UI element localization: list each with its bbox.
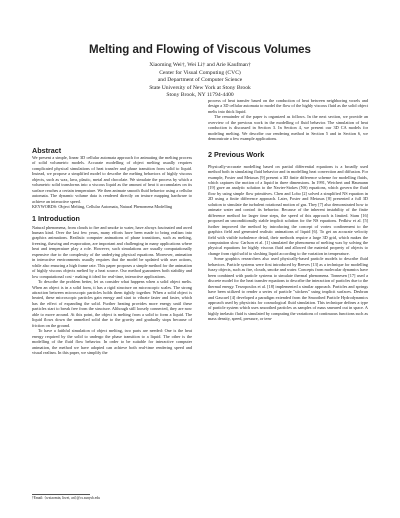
footnote: †Email: {wxiaomin, liwei, ari}@cs.sunysb.edu xyxy=(32,496,100,500)
previous-work-heading: 2 Previous Work xyxy=(208,149,265,159)
introduction-heading: 1 Introduction xyxy=(32,213,80,223)
paper-title: Melting and Flowing of Viscous Volumes xyxy=(89,44,311,56)
footnote-rule xyxy=(32,494,90,495)
abstract-heading: Abstract xyxy=(32,146,62,155)
right-paragraph-4: Some graphics researchers also used physically-based particle models to describe fluid behaviors. Particle systems were first introduced by Reeves [13] as a technique for modelling fuzzy objects, such as fire, clouds, smoke and water. Concepts from molecular dynamics have been combined with particle systems to simulate thermal phenomena. Tonnesen [17] used a discrete model for the heat transfer equations to describe the interaction of particles due to the thermal energy. Terzopoulos et al. [18] implemented a similar approach. Particles and springs have been utilized to render a series of particle "stickers" using implicit surfaces. Desbrun and Gascuel [4] developed a paradigm extended from the Smoothed Particle Hydrodynamics approach used by physicists for cosmological fluid simulation. This technique defines a type of particle system which uses smoothed particles as samples of mass smeared out in space. A highly inelastic fluid is simulated by computing the variations of continuous functions such as mass density, speed, pressure, or tem- xyxy=(208,256,368,322)
right-paragraph-1: process of heat transfer based on the conduction of heat between neighboring voxels and design a 3D cellular automata to model the flow of the highly viscous fluid as the solid object melts into thick liquid. xyxy=(208,98,368,114)
author-university: State University of New York at Stony Brook xyxy=(149,84,251,91)
author-names: Xiaoming Wei†, Wei Li† and Arie Kaufman† xyxy=(149,62,251,68)
intro-paragraph-2: To describe the problem better, let us consider what happens when a solid object melts. When an object is in a solid form, it has a rigid structure on microscopic scales. The strong attraction between microscopic particles holds them tightly together. When a solid object is heated, these microscopic particles gain energy and start to vibrate faster and faster, which has the effect of expanding the solid. Further heating provides more energy until these particles start to break free from the structure. Although still loosely connected, they are now able to move around. At this point, the object is melting from a solid to form a liquid. The liquid flows down the unmelted solid due to the gravity and gradually stops because of friction on the ground. xyxy=(32,279,192,328)
author-block xyxy=(0,62,400,100)
right-paragraph-3: Physically-accurate modelling based on partial differential equations is a broadly used method both in simulating fluid behavior and in modelling heat convection and diffusion. For example, Foster and Metaxas [9] present a 3D finite difference scheme for modelling fluids, which captures the motion of a liquid in three dimensions. In 1991, Weichert and Haumann [19] gave an analytic solution to the Navier-Stokes (NS) equations, which govern the fluid flow by using simple flow primitives. Chen and Lobo [2] solved a simplified NS equation in 2D using a finite difference approach. Later, Foster and Metaxas [8] presented a full 3D solution to simulate the turbulent rotational motion of gas. They [7] also demonstrated how to animate water and control its behavior. Because of the inherent instability of the finite difference method for larger time steps, the speed of this approach is limited. Stam [16] proposed an unconditionally stable implicit solution for the NS equations. Fedkiw et al. [5] further improved the method by introducing the concept of vortex confinement to the graphics field and generated realistic animations of liquid [6]. To get an accurate velocity field with visible turbulence detail, their methods require a large 3D grid, which makes the computation slow. Carlson et al. [1] simulated the phenomena of melting wax by solving the physical equations for highly viscous fluid and allowed the material property of objects to change from rigid solid to sloshing liquid according to the variation in temperature. xyxy=(208,163,368,256)
intro-paragraph-1: Natural phenomena, from clouds to fire and smoke to water, have always fascinated and awed human kind. Over the last few years, many efforts have been made to bring realism into graphics animations. Realistic computer animations of phase transitions, such as melting, freezing, thawing and evaporation, are important and challenging in many applications where heat and temperature play a role. However, such simulations are usually computationally expensive due to the complexity of the underlying physical equations. Moreover, animation in interactive environments usually requires that the model be updated with user actions, while also ensuring a high frame rate. This paper proposes a simple method for the animation of highly viscous objects melted by a heat source. Our method guarantees both stability and low computational cost - making it ideal for real-time, interactive applications. xyxy=(32,224,192,279)
author-lab: Center for Visual Computing (CVC) xyxy=(159,69,241,76)
author-city: Stony Brook, NY 11794-4400 xyxy=(166,92,234,99)
right-column-text xyxy=(208,98,368,322)
author-dept: and Department of Computer Science xyxy=(157,77,243,84)
right-paragraph-2: The remainder of the paper is organized as follows. In the next section, we provide an overview of the previous work in the modelling of fluid behavior. The simulation of heat conduction is discussed in Section 3. In Section 4, we present our 3D CA models for modeling melting. We describe our rendering method in Section 5 and in Section 6, we demonstrate a few example applications. xyxy=(208,114,368,142)
keywords: KEYWORDS: Object Melting, Cellular Automata, Natural Phenomena Modelling xyxy=(32,204,173,210)
abstract-text: We present a simple, linear 3D cellular automata approach for animating the melting process of solid volumetric models. Accurate modelling of object melting usually requires complicated physical simulations of heat transfer and phase transition from solid to liquid. Instead, we propose a simplified model to describe the melting behaviors of highly viscous objects, such as wax, lava, plastic, metal and chocolate. We simulate the process by which a volumetric solid transforms into a viscous liquid as the amount of heat it accumulates on its surface reaches a certain temperature. We then animate smooth fluid behavior using a cellular automata. The dynamic volume data is rendered directly on texture mapping hardware to achieve an interactive speed. xyxy=(32,155,192,204)
intro-paragraph-3: To have a faithful simulation of object melting, two parts are needed: One is the heat energy required by the solid to undergo the phase transition to a liquid. The other is the modelling of the fluid flow behavior. In order to be suitable for interactive computer animation, the method we have adopted can achieve both real-time rendering speed and visual realism. In this paper, we simplify the xyxy=(32,328,192,355)
left-column xyxy=(32,146,192,355)
